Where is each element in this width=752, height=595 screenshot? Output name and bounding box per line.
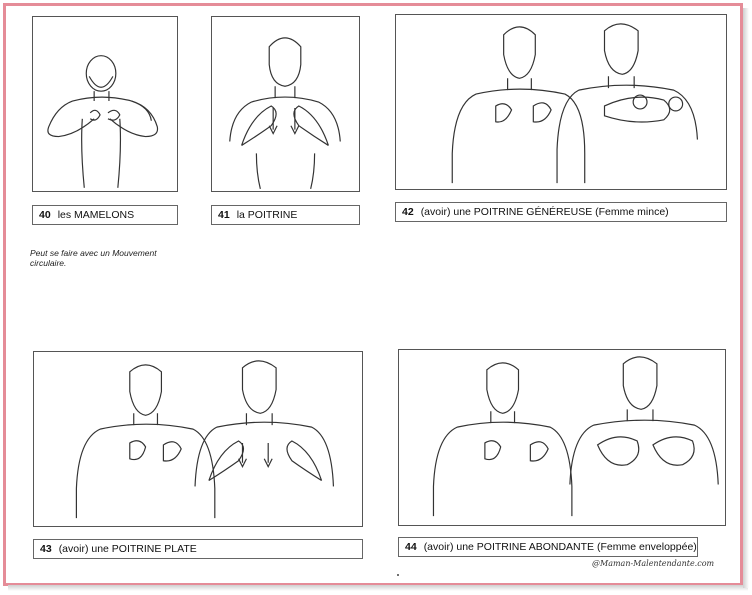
signer-figure-43	[34, 352, 362, 526]
page-shadow	[8, 585, 748, 591]
sign-label: (avoir) une POITRINE GÉNÉREUSE (Femme mince)	[420, 206, 669, 218]
illustration-42	[395, 14, 727, 190]
illustration-40	[32, 16, 178, 192]
note-text	[30, 248, 190, 268]
illustration-43	[33, 351, 363, 527]
signer-figure-41	[212, 17, 359, 191]
speck	[397, 574, 399, 576]
note-line-2: circulaire.	[30, 258, 67, 268]
sign-label: (avoir) une POITRINE ABONDANTE (Femme enveloppée)	[423, 541, 697, 553]
caption-42	[395, 202, 727, 222]
page-shadow-right	[743, 8, 749, 588]
sign-number: 41	[218, 209, 230, 221]
illustration-44	[398, 349, 726, 526]
sign-number: 43	[40, 543, 52, 555]
sign-label: les MAMELONS	[57, 209, 135, 221]
caption-40	[32, 205, 178, 225]
sign-number: 42	[402, 206, 414, 218]
signer-figure-40	[33, 17, 177, 191]
sign-number: 40	[39, 209, 51, 221]
caption-43	[33, 539, 363, 559]
signer-figure-44	[399, 350, 725, 525]
caption-44	[398, 537, 698, 557]
watermark-text: @Maman-Malentendante.com	[592, 559, 715, 568]
illustration-41	[211, 16, 360, 192]
note-line-1: Peut se faire avec un Mouvement	[30, 248, 157, 258]
signer-figure-42	[396, 15, 726, 189]
sign-label: la POITRINE	[236, 209, 298, 221]
sign-number: 44	[405, 541, 417, 553]
sign-label: (avoir) une POITRINE PLATE	[58, 543, 197, 555]
caption-41	[211, 205, 360, 225]
